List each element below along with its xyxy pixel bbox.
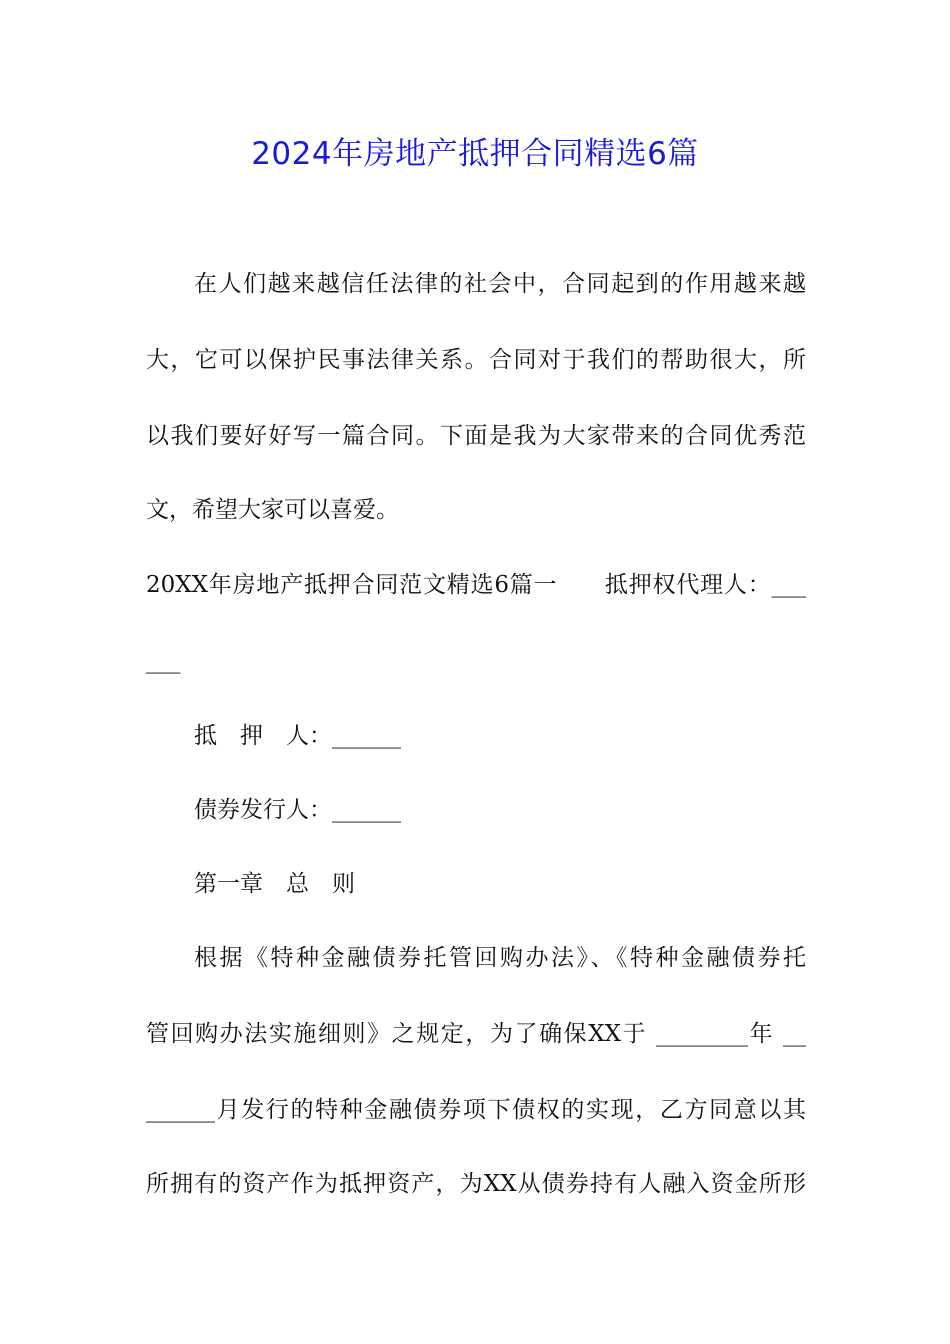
blank-continuation: ___ (146, 648, 181, 674)
bond-issuer-field: 债券发行人：______ (194, 797, 401, 823)
body-line-1: 在人们越来越信任法律的社会中，合同起到的作用越来越 (194, 271, 806, 297)
body-line-11: 管回购办法实施细则》之规定，为了确保XX于 ________年 __ (146, 1021, 806, 1047)
body-line-10: 根据《特种金融债券托管回购办法》、《特种金融债券托 (194, 945, 806, 971)
body-line-13: 所拥有的资产作为抵押资产，为XX从债券持有人融入资金所形 (146, 1171, 806, 1197)
body-line-3: 以我们要好好写一篇合同。下面是我为大家带来的合同优秀范 (146, 423, 806, 449)
body-line-12: ______月发行的特种金融债券项下债权的实现，乙方同意以其 (146, 1097, 806, 1123)
section-heading-line: 20XX年房地产抵押合同范文精选6篇一 抵押权代理人：___ (146, 572, 806, 598)
document-title: 2024年房地产抵押合同精选6篇 (251, 136, 699, 172)
mortgagor-field: 抵 押 人：______ (194, 723, 401, 749)
chapter-heading: 第一章 总 则 (194, 871, 355, 897)
body-line-4: 文，希望大家可以喜爱。 (146, 497, 399, 523)
body-line-2: 大，它可以保护民事法律关系。合同对于我们的帮助很大，所 (146, 347, 806, 373)
